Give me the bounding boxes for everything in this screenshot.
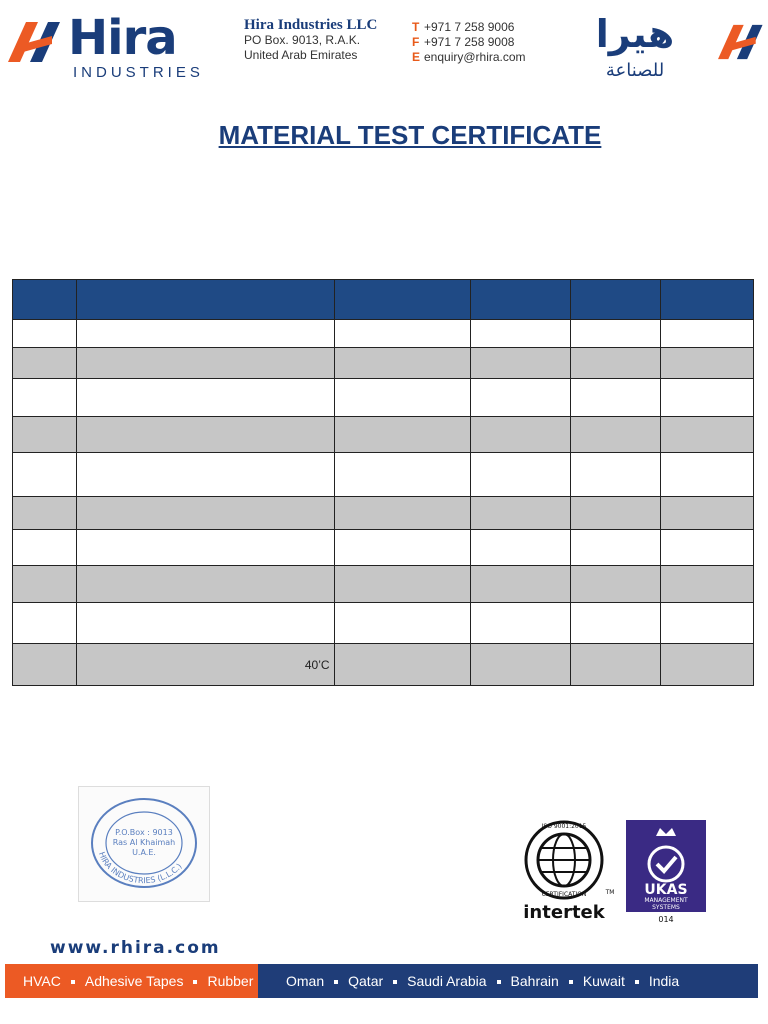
table-cell bbox=[471, 566, 571, 603]
svg-text:HIRA INDUSTRIES (L.L.C.): HIRA INDUSTRIES (L.L.C.) bbox=[96, 850, 184, 886]
logo-subtitle: INDUSTRIES bbox=[73, 64, 204, 81]
table-cell bbox=[334, 453, 471, 497]
table-cell bbox=[13, 453, 77, 497]
table-header-row bbox=[13, 280, 754, 320]
table-cell bbox=[76, 603, 334, 644]
table-cell: 40’C bbox=[76, 644, 334, 686]
table-cell bbox=[76, 453, 334, 497]
separator-dot bbox=[497, 980, 501, 984]
table-cell bbox=[471, 497, 571, 530]
svg-text:TM: TM bbox=[605, 889, 615, 896]
svg-text:CERTIFICATION: CERTIFICATION bbox=[541, 891, 587, 898]
footer-product: Rubber bbox=[207, 973, 254, 989]
table-cell bbox=[471, 348, 571, 379]
table-cell bbox=[571, 566, 661, 603]
table-cell bbox=[13, 530, 77, 566]
header-cell bbox=[76, 280, 334, 320]
table-cell bbox=[661, 497, 754, 530]
table-cell bbox=[571, 530, 661, 566]
svg-text:UKAS: UKAS bbox=[644, 882, 688, 898]
table-row bbox=[13, 320, 754, 348]
table-cell bbox=[13, 379, 77, 417]
separator-dot bbox=[71, 980, 75, 984]
footer-country: Saudi Arabia bbox=[407, 973, 487, 989]
address-line-2: United Arab Emirates bbox=[244, 48, 358, 62]
table-row bbox=[13, 644, 754, 686]
header-cell bbox=[661, 280, 754, 320]
intertek-certification bbox=[524, 818, 620, 926]
table-cell bbox=[661, 530, 754, 566]
company-stamp bbox=[78, 786, 210, 902]
website-link[interactable]: www.rhira.com bbox=[50, 938, 221, 958]
table-cell bbox=[571, 497, 661, 530]
table-cell bbox=[13, 320, 77, 348]
table-cell bbox=[334, 379, 471, 417]
ukas-certification bbox=[626, 820, 706, 928]
company-name: Hira Industries LLC bbox=[244, 17, 378, 33]
table-cell bbox=[661, 320, 754, 348]
separator-dot bbox=[635, 980, 639, 984]
table-cell bbox=[76, 379, 334, 417]
table-cell bbox=[76, 348, 334, 379]
table-cell bbox=[76, 417, 334, 453]
svg-text:SYSTEMS: SYSTEMS bbox=[652, 904, 680, 911]
contact-email: E enquiry@rhira.com bbox=[412, 50, 526, 64]
logo-wordmark: Hira bbox=[68, 10, 177, 66]
table-cell bbox=[13, 497, 77, 530]
table-row bbox=[13, 530, 754, 566]
company-address bbox=[244, 18, 377, 63]
table-cell bbox=[571, 320, 661, 348]
address-line-1: PO Box. 9013, R.A.K. bbox=[244, 33, 361, 47]
table-cell bbox=[76, 566, 334, 603]
stamp-seal-icon bbox=[79, 787, 209, 901]
footer-country: Bahrain bbox=[510, 973, 559, 989]
table-cell bbox=[471, 603, 571, 644]
svg-text:MANAGEMENT: MANAGEMENT bbox=[644, 897, 688, 904]
hira-logo-mark-right-icon bbox=[718, 22, 766, 62]
table-cell bbox=[334, 530, 471, 566]
svg-text:U.A.E.: U.A.E. bbox=[132, 848, 156, 857]
table-cell bbox=[471, 644, 571, 686]
footer-country: Oman bbox=[286, 973, 325, 989]
table-cell bbox=[334, 497, 471, 530]
table-cell bbox=[13, 348, 77, 379]
header-cell bbox=[334, 280, 471, 320]
arabic-logo bbox=[560, 12, 710, 82]
table-cell bbox=[661, 644, 754, 686]
table-cell bbox=[334, 348, 471, 379]
footer-country: Qatar bbox=[348, 973, 384, 989]
table-row bbox=[13, 453, 754, 497]
table-cell bbox=[334, 603, 471, 644]
table-cell bbox=[471, 379, 571, 417]
intertek-globe-icon bbox=[524, 818, 620, 926]
table-cell bbox=[661, 603, 754, 644]
document-title: MATERIAL TEST CERTIFICATE bbox=[218, 120, 602, 150]
contact-block bbox=[412, 20, 526, 65]
hira-logo-mark-icon bbox=[8, 22, 64, 62]
table-cell bbox=[13, 603, 77, 644]
footer-countries bbox=[258, 964, 758, 998]
ukas-badge-icon bbox=[626, 820, 706, 928]
contact-fax: F +971 7 258 9008 bbox=[412, 35, 515, 49]
table-cell bbox=[661, 566, 754, 603]
table-cell bbox=[334, 320, 471, 348]
table-row bbox=[13, 379, 754, 417]
footer-product: Adhesive Tapes bbox=[84, 973, 184, 989]
table-cell bbox=[13, 566, 77, 603]
table-row bbox=[13, 497, 754, 530]
header-cell bbox=[471, 280, 571, 320]
svg-text:ISO 9001:2015: ISO 9001:2015 bbox=[541, 823, 587, 830]
table-cell bbox=[334, 566, 471, 603]
table-cell bbox=[571, 453, 661, 497]
table-cell bbox=[471, 320, 571, 348]
table-cell bbox=[13, 417, 77, 453]
contact-phone: T +971 7 258 9006 bbox=[412, 20, 515, 34]
footer-product: HVAC bbox=[23, 973, 61, 989]
table-cell bbox=[471, 417, 571, 453]
table-cell bbox=[334, 644, 471, 686]
table-cell bbox=[571, 379, 661, 417]
table-row bbox=[13, 603, 754, 644]
table-row bbox=[13, 417, 754, 453]
svg-text:Ras Al Khaimah: Ras Al Khaimah bbox=[112, 838, 176, 847]
table-cell bbox=[571, 644, 661, 686]
header-cell bbox=[13, 280, 77, 320]
svg-text:014: 014 bbox=[658, 915, 674, 924]
header-cell bbox=[571, 280, 661, 320]
table-cell bbox=[661, 379, 754, 417]
test-results-table bbox=[12, 279, 754, 686]
table-cell bbox=[334, 417, 471, 453]
table-cell bbox=[76, 320, 334, 348]
table-cell bbox=[76, 530, 334, 566]
svg-text:intertek: intertek bbox=[524, 902, 605, 923]
separator-dot bbox=[569, 980, 573, 984]
table-cell bbox=[76, 497, 334, 530]
table-row bbox=[13, 566, 754, 603]
table-cell bbox=[571, 603, 661, 644]
footer-products bbox=[5, 964, 258, 998]
separator-dot bbox=[334, 980, 338, 984]
arabic-name: هيرا bbox=[595, 12, 675, 56]
table-cell bbox=[661, 453, 754, 497]
arabic-subtitle: للصناعة bbox=[605, 60, 665, 81]
table-cell bbox=[661, 348, 754, 379]
svg-text:P.O.Box : 9013: P.O.Box : 9013 bbox=[115, 828, 173, 837]
table-cell bbox=[571, 348, 661, 379]
table-cell bbox=[471, 530, 571, 566]
separator-dot bbox=[393, 980, 397, 984]
table-cell bbox=[571, 417, 661, 453]
table-cell bbox=[471, 453, 571, 497]
table-row bbox=[13, 348, 754, 379]
table-cell bbox=[13, 644, 77, 686]
separator-dot bbox=[193, 980, 197, 984]
footer-country: Kuwait bbox=[582, 973, 625, 989]
table-cell bbox=[661, 417, 754, 453]
footer-country: India bbox=[648, 973, 680, 989]
table-body bbox=[13, 320, 754, 686]
